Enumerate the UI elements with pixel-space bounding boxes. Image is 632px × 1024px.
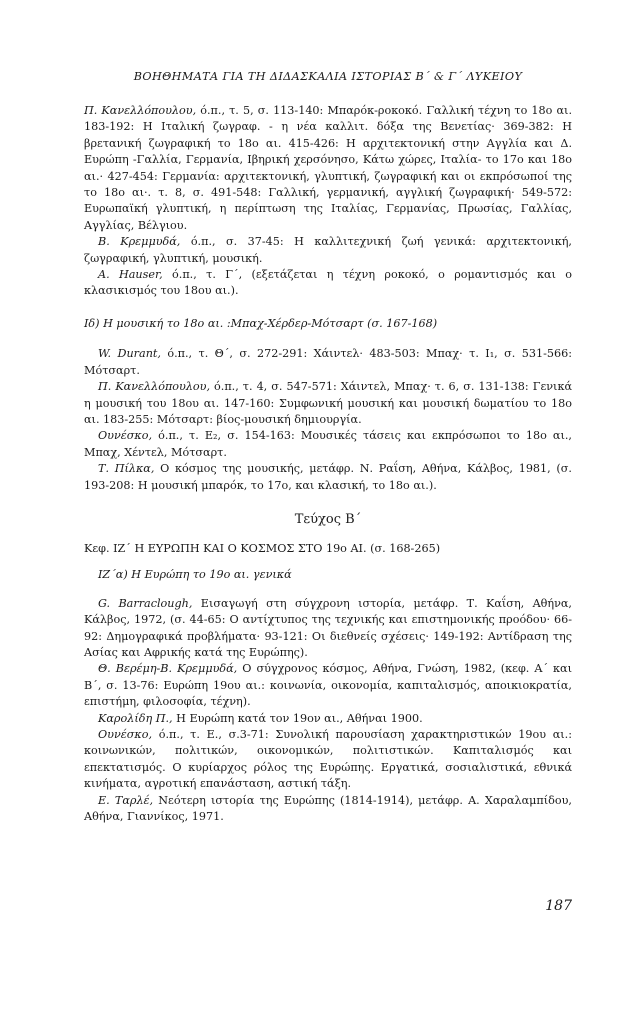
entry-author: Π. Κανελλόπουλου, <box>84 104 197 117</box>
entry-text: ό.π., σ. 37-45: Η καλλιτεχνική ζωή γενικά: αρχιτεκτονική, ζωγραφική, γλυπτική, μουσική. <box>84 235 572 265</box>
entry-text: ό.π., τ. 5, σ. 113-140: Μπαρόκ-ροκοκό. Γαλλική τέχνη το 18ο αι. 183-192: Η Ιταλική ζωγραφ. - η νέα καλλιτ. δόξα της Βενετίας· 369-382: Η βρετανική ζωγραφική το 18ο αι. 415-426: Η αρχιτεκτονική στην Αγγλία και Δ. Ευρώπη -Γαλλία, Γερμανία, Ιβηρική χερσόνησο, Κάτω χώρες, Ιταλία- το 17ο και 18ο αι.· 427-454: Γερμανία: αρχιτεκτονική, γλυπτική, ζωγραφική και οι εκπρόσωποί της το 18ο αι·. τ. 8, σ. 491-548: Γαλλική, γερμανική, αγγλική ζωγραφική· 549-572: Ευρωπαϊκή γλυπτική, η περίπτωση της Ιταλίας, Γερμανίας, Πρωσίας, Γαλλίας, Αγγλίας, Βέλγιου. <box>84 104 572 232</box>
section-music-bibliography <box>84 346 572 494</box>
entry-text: ό.π., τ. Γ΄, (εξετάζεται η τέχνη ροκοκό, ο ρομαντισμός και ο κλασικισμός του 18ου αι.). <box>84 268 573 298</box>
entry-text: Εισαγωγή στη σύγχρονη ιστορία, μετάφρ. Τ. Καΐση, Αθήνα, Κάλβος, 1972, (σ. 44-65: Ο αντίχτυπος της τεχνικής και επιστημονικής προόδου· 66-92: Δημογραφικά προβλήματα· 93-121: Οι διεθνείς σχέσεις· 149-192: Αντίδραση της Ασίας και Αφρικής κατά της Ευρώπης). <box>84 596 572 659</box>
chapter-title: Κεφ. ΙΖ΄ Η ΕΥΡΩΠΗ ΚΑΙ Ο ΚΟΣΜΟΣ ΣΤΟ 19ο ΑΙ. (σ. 168-265) <box>84 541 441 555</box>
entry-author: Θ. Βερέμη-Β. Κρεμμυδά, <box>98 662 238 676</box>
entry-text: ό.π., τ. Ε₂, σ. 154-163: Μουσικές τάσεις και εκπρόσωποι το 18ο αι., Μπαχ, Χέντελ, Μότσαρτ. <box>84 429 572 459</box>
volume-title: Τεύχος Β΄ <box>294 511 362 527</box>
bibliography-entry <box>84 793 572 826</box>
entry-author: G. Barraclough, <box>98 596 193 610</box>
bibliography-entry <box>84 103 572 234</box>
bibliography-entry <box>84 461 572 494</box>
entry-author: Ουνέσκο, <box>98 429 153 443</box>
entry-text: ό.π., τ. Θ΄, σ. 272-291: Χάιντελ· 483-503: Μπαχ· τ. Ι₁, σ. 531-566: Μότσαρτ. <box>84 347 572 377</box>
entry-author: Ουνέσκο, <box>98 728 153 741</box>
bibliography-entry <box>84 234 572 267</box>
entry-author: Π. Κανελλόπουλου, <box>98 380 211 394</box>
bibliography-entry <box>84 661 572 710</box>
section-europe-bibliography <box>84 596 572 826</box>
entry-author: Τ. Πίλκα, <box>98 462 155 476</box>
section-art-bibliography <box>84 103 572 300</box>
bibliography-entry <box>84 711 572 727</box>
entry-author: Β. Κρεμμυδά, <box>98 235 181 249</box>
running-title: ΒΟΗΘΗΜΑΤΑ ΓΙΑ ΤΗ ΔΙΔΑΣΚΑΛΙΑ ΙΣΤΟΡΙΑΣ Β΄ & Γ΄ ΛΥΚΕΙΟΥ <box>133 70 523 83</box>
entry-author: Α. Hauser, <box>98 268 163 282</box>
entry-text: ό.π., τ. 4, σ. 547-571: Χάιντελ, Μπαχ· τ. 6, σ. 131-138: Γενικά η μουσική του 18ου αι. 147-160: Συμφωνική μουσική και μουσική δωματίου το 18ο αι. 183-255: Μότσαρτ: βίος-μουσική δημιουργία. <box>84 380 572 426</box>
bibliography-entry <box>84 379 572 428</box>
bibliography-entry <box>84 596 572 662</box>
bibliography-entry <box>84 727 572 793</box>
entry-author: Καρολίδη Π., <box>98 711 173 725</box>
entry-author: Ε. Ταρλέ, <box>98 793 154 807</box>
page-number: 187 <box>545 898 572 914</box>
entry-text: Νεότερη ιστορία της Ευρώπης (1814-1914), μετάφρ. Α. Χαραλαμπίδου, Αθήνα, Γιαννίκος, 1971. <box>84 793 572 824</box>
bibliography-entry <box>84 428 572 461</box>
entry-author: W. Durant, <box>98 347 161 361</box>
bibliography-entry <box>84 267 572 300</box>
section-heading-music: Ιδ) Η μουσική το 18ο αι. :Μπαχ-Χέρδερ-Μότσαρτ (σ. 167-168) <box>84 316 438 330</box>
entry-text: Ο σύγχρονος κόσμος, Αθήνα, Γνώση, 1982, (κεφ. Α΄ και Β΄, σ. 13-76: Ευρώπη 19ου αι.: κοινωνία, οικονομία, καπιταλισμός, αποικιοκρατία, επιστήμη, φιλοσοφία, τέχνη). <box>84 662 572 709</box>
book-page <box>84 70 572 825</box>
bibliography-entry <box>84 346 572 379</box>
entry-text: ό.π., τ. Ε., σ.3-71: Συνολική παρουσίαση χαρακτηριστικών 19ου αι.: κοινωνικών, πολιτικών, οικονομικών, πολιτιστικών. Καπιταλισμός και επεκτατισμός. Ο κυρίαρχος ρόλος της Ευρώπης. Εργατικά, σοσιαλιστικά, εθνικά κινήματα, αγροτική επανάσταση, αστική τάξη. <box>84 728 572 791</box>
entry-text: Η Ευρώπη κατά τον 19ον αι., Αθήναι 1900. <box>172 711 423 725</box>
chapter-subheading: ΙΖ΄α) Η Ευρώπη το 19ο αι. γενικά <box>98 568 292 582</box>
entry-text: Ο κόσμος της μουσικής, μετάφρ. Ν. Ραΐση, Αθήνα, Κάλβος, 1981, (σ. 193-208: Η μουσική μπαρόκ, το 17ο, και κλασική, το 18ο αι.). <box>84 462 572 492</box>
